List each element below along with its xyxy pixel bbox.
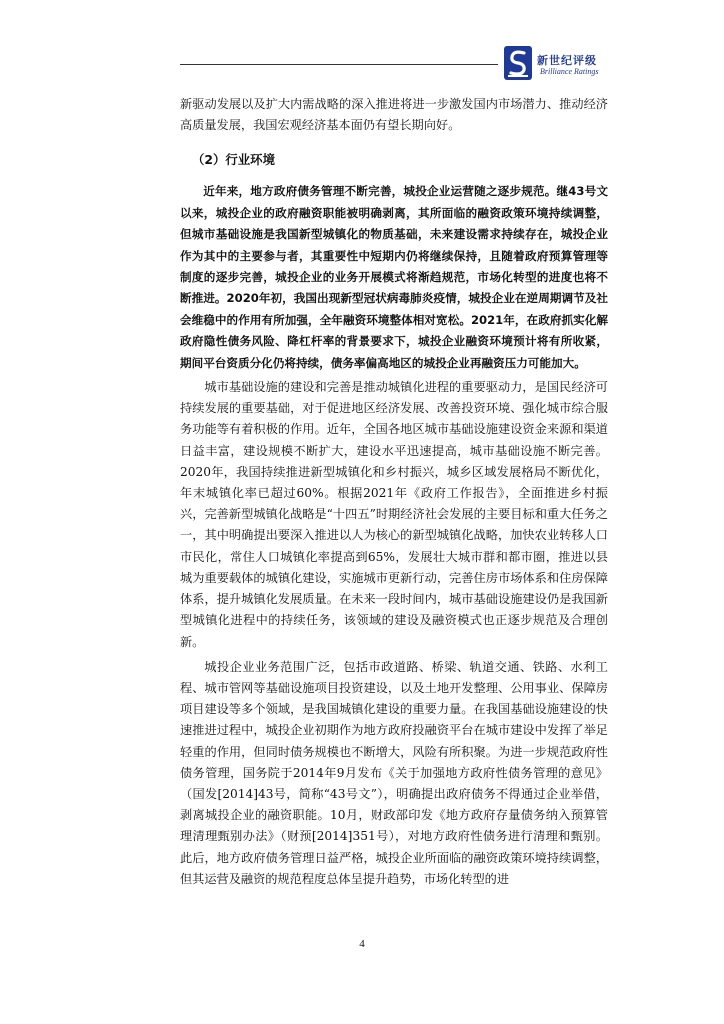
intro-paragraph: 新驱动发展以及扩大内需战略的深入推进将进一步激发国内市场潜力、推动经济高质量发展，我国宏观经济基本面仍有望长期向好。 [180, 97, 608, 133]
logo-tagline: Brilliance Ratings [540, 67, 599, 76]
page-body [180, 94, 608, 890]
page-number: 4 [359, 938, 365, 950]
company-logo [504, 46, 624, 86]
logo-name: 新世纪评级 [537, 54, 597, 67]
logo-mark-icon [504, 46, 532, 80]
summary-paragraph: 近年来，地方政府债务管理不断完善，城投企业运营随之逐步规范。继43号文以来，城投企业的政府融资职能被明确剥离，其所面临的融资政策环境持续调整，但城市基础设施是我国新型城镇化的物质基础，未来建设需求持续存在，城投企业作为其中的主要参与者，其重要性中短期内仍将继续保持，且随着政府预算管理等制度的逐步完善，城投企业的业务开展模式将渐趋规范，市场化转型的进度也将不断推进。2020年初，我国出现新型冠状病毒肺炎疫情，城投企业在逆周期调节及社会维稳中的作用有所加强，全年融资环境整体相对宽松。2021年，在政府抓实化解政府隐性债务风险、降杠杆率的背景要求下，城投企业融资环境预计将有所收紧，期间平台资质分化仍将持续，债务率偏高地区的城投企业再融资压力可能加大。 [180, 184, 608, 370]
infrastructure-paragraph: 城市基础设施的建设和完善是推动城镇化进程的重要驱动力，是国民经济可持续发展的重要基础，对于促进地区经济发展、改善投资环境、强化城市综合服务功能等有着积极的作用。近年，全国各地区城市基础设施建设资金来源和渠道日益丰富，建设规模不断扩大，建设水平迅速提高，城市基础设施不断完善。2020年，我国持续推进新型城镇化和乡村振兴，城乡区域发展格局不断优化，年末城镇化率已超过60%。根据2021年《政府工作报告》，全面推进乡村振兴，完善新型城镇化战略是“十四五”时期经济社会发展的主要目标和重大任务之一，其中明确提出要深入推进以人为核心的新型城镇化战略，加快农业转移人口市民化，常住人口城镇化率提高到65%，发展壮大城市群和都市圈，推进以县城为重要载体的城镇化建设，实施城市更新行动，完善住房市场体系和住房保障体系，提升城镇化发展质量。在未来一段时间内，城市基础设施建设仍是我国新型城镇化进程中的持续任务，该领域的建设及融资模式也正逐步规范及合理创新。 [180, 380, 608, 649]
section-heading: （2）行业环境 [192, 152, 275, 168]
business-scope-paragraph: 城投企业业务范围广泛，包括市政道路、桥梁、轨道交通、铁路、水利工程、城市管网等基础设施项目投资建设，以及土地开发整理、公用事业、保障房项目建设等多个领域，是我国城镇化建设的重要力量。在我国基础设施建设的快速推进过程中，城投企业初期作为地方政府投融资平台在城市建设中发挥了举足轻重的作用，但同时债务规模也不断增大，风险有所积聚。为进一步规范政府性债务管理，国务院于2014年9月发布《关于加强地方政府性债务管理的意见》（国发[2014]43号，简称“43号文”），明确提出政府债务不得通过企业举借，剥离城投企业的融资职能。10月，财政部印发《地方政府存量债务纳入预算管理清理甄别办法》（财预[2014]351号），对地方政府性债务进行清理和甄别。此后，地方政府债务管理日益严格，城投企业所面临的融资政策环境持续调整，但其运营及融资的规范程度总体呈提升趋势，市场化转型的进 [180, 659, 608, 886]
header-rule [180, 64, 498, 65]
